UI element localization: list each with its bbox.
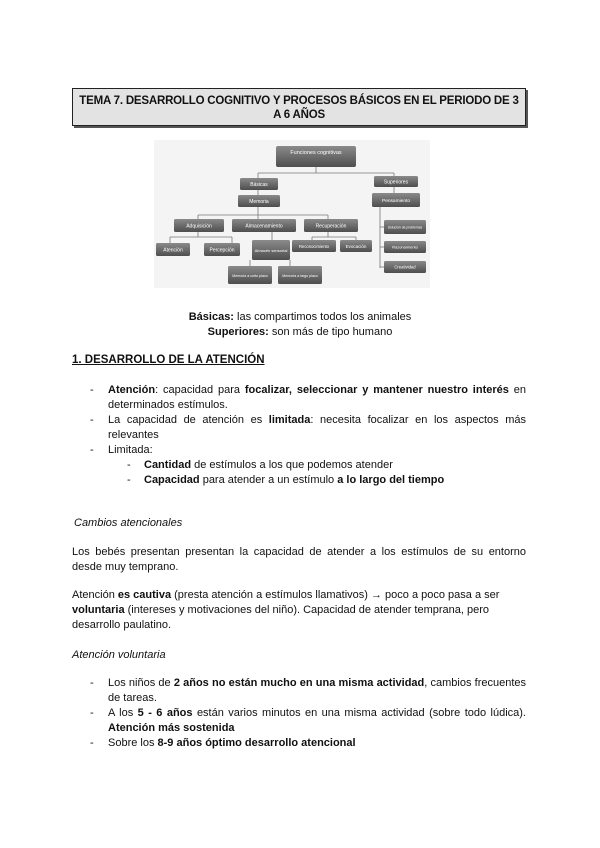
- list-text: Sobre los: [108, 737, 158, 749]
- list-text: de estímulos a los que podemos atender: [191, 459, 393, 471]
- list-item: [72, 676, 526, 706]
- caption-basicas: [0, 311, 600, 323]
- diagram-node-evocacion: [340, 240, 372, 252]
- list-text: : capacidad para: [155, 384, 245, 396]
- sub-list-item: [72, 458, 526, 473]
- diagram-svg: [154, 140, 430, 288]
- subheading-voluntaria: Atención voluntaria: [72, 649, 166, 661]
- diagram-node-superiores-label: Superiores: [383, 179, 409, 186]
- term-atencion: Atención: [108, 384, 156, 396]
- cognitive-functions-diagram: [154, 140, 430, 288]
- diagram-node-solucion: [384, 220, 426, 234]
- diagram-node-creatividad-label: Creatividad: [394, 264, 416, 270]
- paragraph-cautiva: [72, 588, 526, 633]
- caption-basicas-label: Básicas:: [188, 311, 234, 323]
- diagram-node-solucion-label: Solución de problemas: [387, 225, 423, 230]
- diagram-node-memoria-largo: [278, 266, 322, 284]
- diagram-node-atencion: [156, 243, 190, 256]
- list-bold: 5 - 6 años: [137, 707, 193, 719]
- subheading-cambios: Cambios atencionales: [74, 517, 183, 529]
- list-text: La capacidad de atención es: [108, 414, 269, 426]
- title-line-2: A 6 AÑOS: [273, 109, 325, 121]
- list-item: - Limitada:: [72, 443, 526, 458]
- list-text: : necesita focalizar en los aspectos más relevantes: [108, 414, 526, 441]
- caption-basicas-text: las compartimos todos los animales: [233, 311, 412, 323]
- diagram-node-basicas: [240, 178, 278, 190]
- list-text: A los: [108, 707, 138, 719]
- caption-superiores: [0, 326, 600, 338]
- title-line-1: TEMA 7. DESARROLLO COGNITIVO Y PROCESOS BÁSICOS EN EL PERIODO DE 3: [79, 95, 519, 107]
- diagram-node-superiores: [374, 176, 418, 187]
- diagram-node-memoria-corto: [228, 266, 272, 284]
- list-item: [72, 706, 526, 736]
- paragraph-bold: es cautiva: [117, 589, 172, 601]
- diagram-node-almacen-sensorial: [252, 240, 290, 260]
- paragraph-bebes: Los bebés presentan presentan la capacidad de atender a los estímulos de su entorno desde muy temprano.: [72, 546, 526, 573]
- diagram-node-memoria: [238, 195, 280, 207]
- list-bold: Atención más sostenida: [108, 722, 235, 734]
- caption-superiores-label: Superiores:: [207, 326, 269, 338]
- list-bold: a lo largo del tiempo: [337, 474, 445, 486]
- diagram-node-adquisicion-label: Adquisición: [186, 223, 212, 230]
- atencion-list: [72, 383, 526, 488]
- paragraph-text: (intereses y motivaciones del niño). Capacidad de atender temprana, pero desarrollo paulatino.: [72, 604, 490, 631]
- sub-list-item: [72, 473, 526, 488]
- list-bold: focalizar, seleccionar y mantener nuestro interés: [244, 384, 509, 396]
- list-text: están varios minutos en una misma actividad (sobre todo lúdica).: [192, 707, 526, 719]
- diagram-node-adquisicion: [174, 219, 224, 232]
- diagram-node-percepcion: [204, 243, 240, 256]
- diagram-node-evocacion-label: Evocación: [345, 244, 367, 249]
- list-text: en determinados estímulos.: [108, 384, 526, 411]
- page-title: [72, 88, 526, 126]
- diagram-node-percepcion-label: Percepción: [209, 247, 235, 254]
- diagram-node-reconocimiento: [292, 240, 336, 252]
- list-item: [72, 413, 526, 443]
- diagram-node-razonamiento: [384, 241, 426, 253]
- diagram-node-memoria-corto-label: Memoria a corto plazo: [232, 274, 268, 278]
- paragraph-text: (presta atención a estímulos llamativos) → poco a poco pasa a ser: [171, 589, 500, 601]
- list-item: [72, 383, 526, 413]
- diagram-node-reconocimiento-label: Reconocimiento: [298, 244, 330, 249]
- voluntaria-list: [72, 676, 526, 751]
- diagram-node-pensamiento: [372, 193, 420, 207]
- list-bold: 8-9 años óptimo desarrollo atencional: [157, 737, 356, 749]
- diagram-node-creatividad: [384, 261, 426, 273]
- list-bold: Cantidad: [144, 459, 192, 471]
- diagram-node-root: [276, 146, 356, 167]
- diagram-node-root-label: Funciones cognitivas: [290, 150, 342, 156]
- section-heading-atencion: 1. DESARROLLO DE LA ATENCIÓN: [72, 354, 265, 366]
- diagram-node-pensamiento-label: Pensamiento: [382, 199, 410, 204]
- diagram-node-razonamiento-label: Razonamiento: [392, 244, 418, 250]
- list-text: Los niños de: [108, 677, 174, 689]
- list-item: [72, 736, 526, 751]
- list-text: para atender a un estímulo: [199, 474, 338, 486]
- diagram-node-recuperacion: [304, 219, 358, 232]
- diagram-node-almacenamiento: [232, 219, 296, 232]
- diagram-node-basicas-label: Básicas: [250, 182, 268, 188]
- diagram-node-almacen-sensorial-label: Almacén sensorial: [254, 248, 288, 253]
- list-bold: Capacidad: [144, 474, 200, 486]
- list-bold: limitada: [268, 414, 311, 426]
- diagram-node-memoria-largo-label: Memoria a largo plazo: [282, 274, 318, 278]
- paragraph-text: Atención: [72, 589, 118, 601]
- caption-superiores-text: son más de tipo humano: [268, 326, 393, 338]
- diagram-node-recuperacion-label: Recuperación: [315, 223, 347, 230]
- diagram-node-atencion-label: Atención: [163, 247, 183, 254]
- list-text: , cambios frecuentes de tareas.: [108, 677, 526, 704]
- diagram-node-memoria-label: Memoria: [249, 199, 269, 205]
- list-bold: 2 años no están mucho en una misma actividad: [173, 677, 425, 689]
- paragraph-bold: voluntaria: [72, 604, 125, 616]
- diagram-node-almacenamiento-label: Almacenamiento: [245, 223, 283, 230]
